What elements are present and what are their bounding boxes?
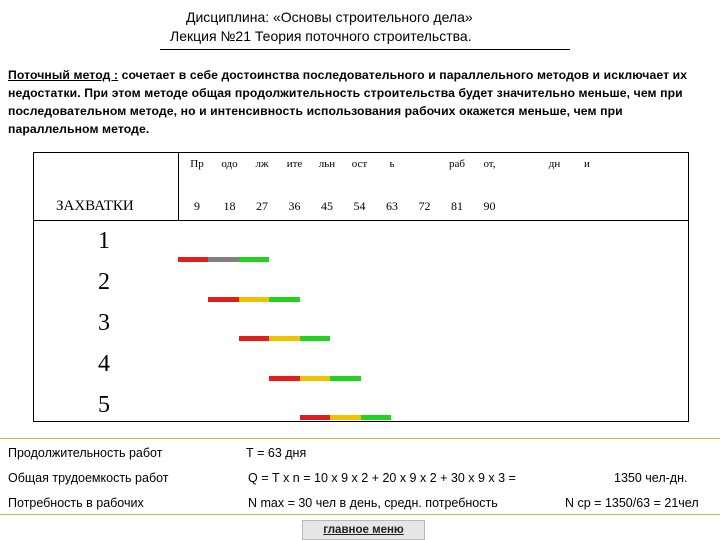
schedule-bar-red bbox=[178, 257, 208, 262]
paragraph-lead: Поточный метод : bbox=[8, 68, 119, 82]
workers-formula: N max = 30 чел в день, средн. потребность bbox=[248, 496, 498, 510]
row-label: 2 bbox=[98, 269, 110, 295]
header-row-divider bbox=[33, 220, 689, 221]
day-mark: 27 bbox=[256, 199, 268, 213]
labor-formula: Q = Т х n = 10 х 9 х 2 + 20 х 9 х 2 + 30 х 9 х 3 = bbox=[248, 471, 516, 485]
duration-label: Продолжительность работ bbox=[8, 446, 163, 460]
summary-top-rule bbox=[0, 438, 720, 439]
schedule-bar-red bbox=[300, 415, 330, 420]
schedule-table bbox=[33, 152, 689, 422]
day-mark: 18 bbox=[223, 199, 236, 213]
schedule-bar-red bbox=[208, 297, 238, 302]
day-mark: 45 bbox=[321, 199, 333, 213]
schedule-bar-green bbox=[269, 297, 299, 302]
duration-formula: Т = 63 дня bbox=[246, 446, 307, 460]
row-label: 4 bbox=[98, 351, 110, 377]
header-fragment: Пр bbox=[190, 158, 204, 170]
header-fragment: одо bbox=[221, 158, 238, 170]
day-mark: 63 bbox=[386, 199, 398, 213]
schedule-bar-yellow bbox=[330, 415, 360, 420]
schedule-bar-red bbox=[269, 376, 299, 381]
schedule-bar-yellow bbox=[269, 336, 299, 341]
day-mark: 90 bbox=[483, 199, 496, 213]
schedule-bar-green bbox=[239, 257, 269, 262]
day-mark: 36 bbox=[288, 199, 301, 213]
workers-label: Потребность в рабочих bbox=[8, 496, 144, 510]
schedule-bar-red bbox=[239, 336, 269, 341]
summary-bottom-rule bbox=[0, 514, 720, 515]
schedule-bar-green bbox=[361, 415, 391, 420]
header-fragment: от, bbox=[483, 158, 496, 170]
day-mark: 72 bbox=[418, 199, 431, 213]
day-mark: 54 bbox=[353, 199, 366, 213]
header-fragment: ите bbox=[286, 158, 303, 170]
definition-paragraph bbox=[8, 66, 716, 138]
row-label: 5 bbox=[98, 392, 110, 418]
day-mark: 9 bbox=[194, 199, 200, 213]
discipline-title: Дисциплина: «Основы строительного дела» bbox=[186, 9, 473, 25]
label-column-divider bbox=[178, 152, 179, 220]
schedule-bar-green bbox=[300, 336, 330, 341]
header-fragment: ь bbox=[389, 158, 395, 170]
zahvatki-label: ЗАХВАТКИ bbox=[56, 198, 134, 214]
header-fragment: дн bbox=[548, 158, 561, 170]
header-fragment: лж bbox=[255, 158, 269, 170]
main-menu-button[interactable]: главное меню bbox=[302, 520, 425, 540]
lecture-title: Лекция №21 Теория поточного строительства. bbox=[170, 28, 472, 44]
schedule-bar-yellow bbox=[300, 376, 330, 381]
schedule-bar-green bbox=[330, 376, 360, 381]
header-fragment: и bbox=[584, 158, 590, 170]
schedule-bar-yellow bbox=[239, 297, 269, 302]
paragraph-text: сочетает в себе достоинства последовательного и параллельного методов и исключает их недостатки. При этом методе общая продолжительность строительства будет значительно меньше, чем при последовательном методе, но и интенсивность использования рабочих окажется меньше, чем при параллельном методе. bbox=[8, 68, 688, 136]
labor-result: 1350 чел-дн. bbox=[614, 471, 688, 485]
header-fragment: ост bbox=[351, 158, 368, 170]
header-divider bbox=[160, 49, 570, 50]
header-fragment: раб bbox=[449, 158, 465, 170]
row-label: 1 bbox=[98, 228, 110, 254]
day-mark: 81 bbox=[451, 199, 463, 213]
schedule-bar-gray bbox=[208, 257, 238, 262]
workers-result: N ср = 1350/63 = 21чел bbox=[565, 496, 699, 510]
labor-label: Общая трудоемкость работ bbox=[8, 471, 169, 485]
header-fragment: льн bbox=[318, 158, 336, 170]
row-label: 3 bbox=[98, 310, 110, 336]
